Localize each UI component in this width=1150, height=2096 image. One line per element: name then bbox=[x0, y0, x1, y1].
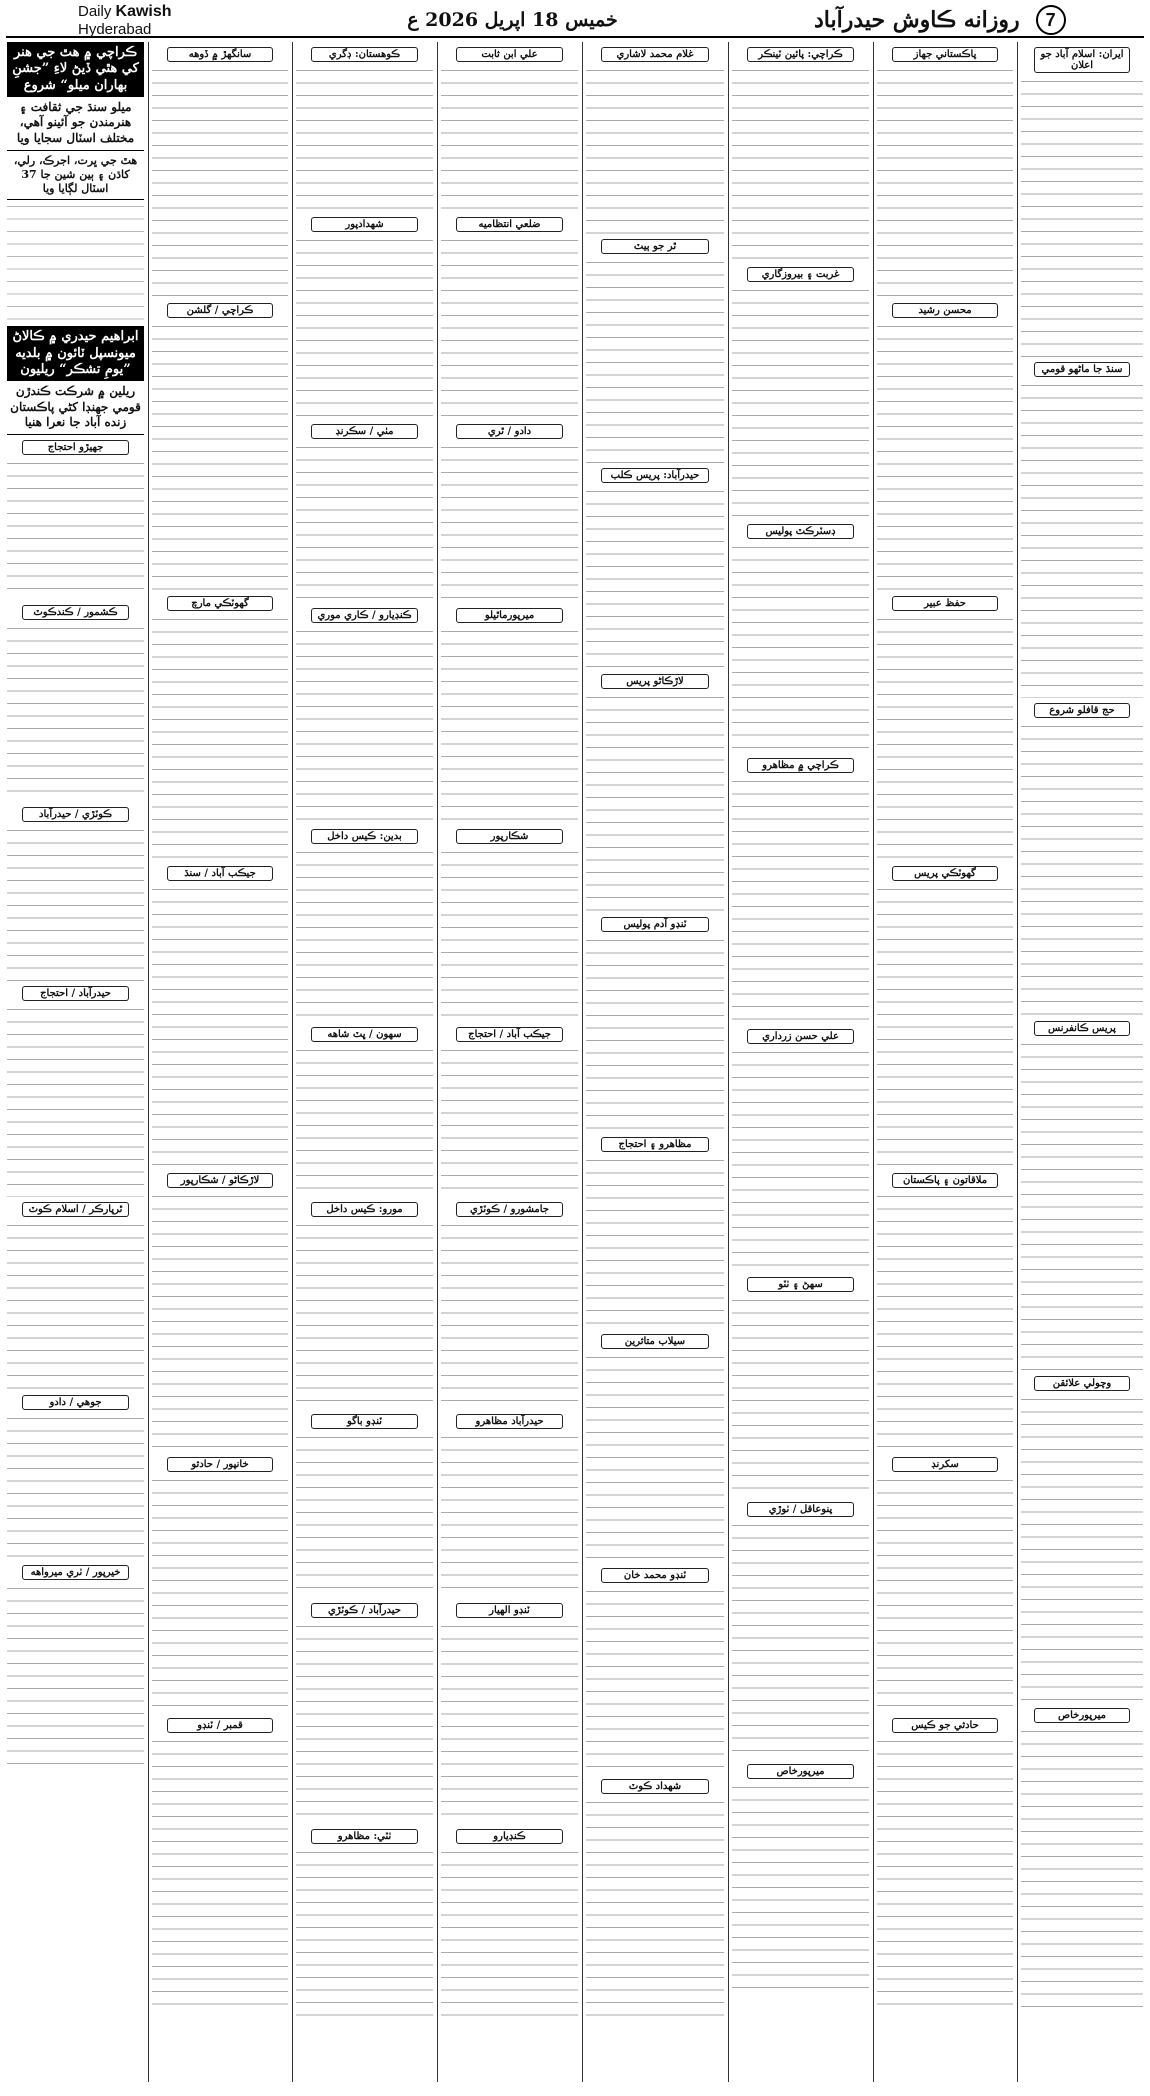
news-column-1 bbox=[1017, 42, 1146, 2082]
article-body bbox=[877, 613, 1013, 861]
masthead-sindhi bbox=[814, 5, 1144, 35]
news-article bbox=[877, 596, 1013, 861]
article-headline: ٺٽي: مظاهرو bbox=[311, 1829, 418, 1844]
news-article bbox=[7, 440, 144, 600]
article-headline: حيدرآباد / احتجاج bbox=[22, 986, 129, 1001]
city-label: Hyderabad bbox=[78, 20, 152, 38]
article-body bbox=[586, 1351, 724, 1563]
article-body bbox=[732, 1781, 869, 1998]
news-article bbox=[586, 674, 724, 912]
news-article bbox=[586, 917, 724, 1132]
article-headline: جوهي / دادو bbox=[22, 1395, 129, 1410]
article-body bbox=[586, 934, 724, 1132]
article-headline: جهيڙو احتجاج bbox=[22, 440, 129, 455]
news-article bbox=[441, 1414, 578, 1598]
article-headline: غلام محمد لاشاري bbox=[601, 47, 709, 62]
news-article bbox=[7, 605, 144, 802]
article-headline: سانگهڙ ۾ ڏوهه bbox=[167, 47, 273, 62]
article-body bbox=[296, 1846, 433, 2027]
article-body bbox=[1021, 1038, 1143, 1371]
news-article bbox=[152, 303, 288, 591]
news-article bbox=[877, 1718, 1013, 2011]
news-article bbox=[586, 239, 724, 463]
article-headline: سنڌ جا ماڻهو قومي bbox=[1034, 362, 1129, 377]
article-body bbox=[586, 256, 724, 463]
article-body bbox=[441, 1219, 578, 1409]
news-article bbox=[152, 866, 288, 1168]
news-article bbox=[732, 1502, 869, 1759]
news-article bbox=[877, 47, 1013, 298]
article-headline: پنوعاقل / ٺوڙي bbox=[747, 1502, 854, 1517]
article-headline: پاڪستاني جهاز bbox=[892, 47, 998, 62]
news-article bbox=[586, 1779, 724, 2022]
news-article bbox=[7, 986, 144, 1197]
article-headline: حيدرآباد / ڪوٽڙي bbox=[311, 1603, 418, 1618]
article-body bbox=[296, 441, 433, 603]
article-headline: ڪنڊيارو / ڪاري موري bbox=[311, 608, 418, 623]
article-headline: شهداد ڪوٽ bbox=[601, 1779, 709, 1794]
article-body bbox=[441, 1620, 578, 1824]
article-headline: ضلعي انتظاميه bbox=[456, 217, 563, 232]
news-article bbox=[1021, 362, 1143, 698]
article-body bbox=[586, 691, 724, 912]
article-body bbox=[732, 1519, 869, 1759]
news-article bbox=[441, 1603, 578, 1824]
news-article bbox=[152, 1718, 288, 2011]
article-body bbox=[7, 622, 144, 802]
article-headline: ميرپورخاص bbox=[747, 1764, 854, 1779]
article-body bbox=[441, 1846, 578, 2027]
article-body bbox=[732, 64, 869, 262]
article-body bbox=[877, 64, 1013, 298]
news-article bbox=[732, 758, 869, 1024]
issue-date: خميس 18 اپريل 2026 ع bbox=[407, 9, 618, 31]
lead-headline-1: ڪراچي ۾ هٿ جي هنر کي هٿي ڏيڻ لاءِ ”جشنِ بهاران ميلو“ شروع bbox=[7, 42, 144, 97]
article-body bbox=[1021, 75, 1143, 357]
article-headline: محسن رشيد bbox=[892, 303, 998, 318]
lead-strap-1: هٿ جي ڀرت، اجرڪ، رلي، کاڌن ۽ ٻين شين جا 37 اسٽال لڳايا ويا bbox=[7, 151, 144, 201]
article-headline: حج قافلو شروع bbox=[1034, 703, 1129, 718]
article-body bbox=[152, 64, 288, 298]
article-body bbox=[441, 1044, 578, 1197]
news-article bbox=[7, 1395, 144, 1560]
article-headline: گهوٽڪي پريس bbox=[892, 866, 998, 881]
article-body bbox=[732, 284, 869, 519]
news-column-5 bbox=[437, 42, 581, 2082]
article-body bbox=[586, 1796, 724, 2022]
article-headline: گهوٽڪي مارچ bbox=[167, 596, 273, 611]
news-article bbox=[732, 524, 869, 753]
article-headline: ايران: اسلام آباد جو اعلان bbox=[1034, 47, 1129, 73]
article-headline: مورو: ڪيس داخل bbox=[311, 1202, 418, 1217]
article-body bbox=[877, 1190, 1013, 1452]
news-article bbox=[7, 1202, 144, 1390]
article-body bbox=[441, 234, 578, 419]
article-body bbox=[296, 1219, 433, 1409]
article-headline: ڪراچي ۾ مظاهرو bbox=[747, 758, 854, 773]
article-headline: جيڪب آباد / سنڌ bbox=[167, 866, 273, 881]
article-body bbox=[877, 1735, 1013, 2011]
article-body bbox=[296, 234, 433, 419]
article-headline: ٿر جو ٻيٽ bbox=[601, 239, 709, 254]
article-headline: ٽنڊو باگو bbox=[311, 1414, 418, 1429]
article-body bbox=[732, 541, 869, 753]
article-headline: شڪارپور bbox=[456, 829, 563, 844]
article-headline: خانپور / حادثو bbox=[167, 1457, 273, 1472]
article-body bbox=[586, 1154, 724, 1329]
news-article bbox=[1021, 1708, 1143, 2012]
news-article bbox=[296, 829, 433, 1022]
news-article bbox=[441, 829, 578, 1022]
news-article bbox=[7, 807, 144, 981]
lead-subhead-1: ميلو سنڌ جي ثقافت ۽ هنرمندن جو آئينو آهي، مختلف اسٽال سجايا ويا bbox=[7, 97, 144, 151]
article-headline: غربت ۽ بيروزگاري bbox=[747, 267, 854, 282]
masthead-title: روزانه ڪاوش حيدرآباد bbox=[814, 7, 1020, 33]
news-article bbox=[296, 424, 433, 603]
article-body bbox=[877, 1474, 1013, 1713]
article-body bbox=[296, 846, 433, 1022]
article-headline: شهدادپور bbox=[311, 217, 418, 232]
news-article bbox=[732, 1029, 869, 1272]
news-article bbox=[152, 47, 288, 298]
news-article bbox=[732, 47, 869, 262]
article-headline: سيلاب متاثرين bbox=[601, 1334, 709, 1349]
news-column-7 bbox=[148, 42, 291, 2082]
news-article bbox=[441, 1829, 578, 2027]
news-article bbox=[296, 1829, 433, 2027]
article-headline: سکرنڊ bbox=[892, 1457, 998, 1472]
article-headline: ٽنڊو محمد خان bbox=[601, 1568, 709, 1583]
news-article bbox=[152, 596, 288, 861]
news-article bbox=[296, 47, 433, 212]
article-body bbox=[152, 883, 288, 1168]
article-headline: ميرپورماٿيلو bbox=[456, 608, 563, 623]
news-article bbox=[877, 1457, 1013, 1713]
news-column-3 bbox=[728, 42, 872, 2082]
news-article bbox=[7, 1565, 144, 1767]
article-headline: علي ابن ثابت bbox=[456, 47, 563, 62]
lead-headline-2: ابراهيم حيدري ۾ ڪالاڻ ميونسپل ٽائون ۾ بلديه ”يومِ تشڪر“ ريليون bbox=[7, 326, 144, 381]
news-article bbox=[1021, 1376, 1143, 1703]
news-article bbox=[586, 468, 724, 669]
article-body bbox=[7, 1582, 144, 1767]
news-article bbox=[441, 424, 578, 603]
lead-column bbox=[4, 42, 147, 2082]
article-headline: ملاقاتون ۽ پاڪستان bbox=[892, 1173, 998, 1188]
news-article bbox=[441, 1027, 578, 1197]
news-article bbox=[152, 1457, 288, 1713]
article-headline: خيرپور / ٺري ميرواهه bbox=[22, 1565, 129, 1580]
article-body bbox=[877, 883, 1013, 1168]
article-headline: حفظ عبير bbox=[892, 596, 998, 611]
news-column-2 bbox=[873, 42, 1016, 2082]
article-body bbox=[296, 1431, 433, 1598]
news-article bbox=[296, 217, 433, 419]
article-body bbox=[1021, 720, 1143, 1016]
news-article bbox=[1021, 1021, 1143, 1371]
article-body bbox=[441, 64, 578, 212]
news-article bbox=[586, 1137, 724, 1329]
article-body bbox=[586, 64, 724, 234]
article-headline: حادثي جو ڪيس bbox=[892, 1718, 998, 1733]
article-headline: علي حسن زرداري bbox=[747, 1029, 854, 1044]
article-body bbox=[296, 1044, 433, 1197]
article-headline: ڊسٽرڪٽ پوليس bbox=[747, 524, 854, 539]
news-article bbox=[441, 217, 578, 419]
article-body bbox=[7, 1219, 144, 1390]
article-headline: ڪراچي / گلشن bbox=[167, 303, 273, 318]
article-headline: مٺي / سڪرنڊ bbox=[311, 424, 418, 439]
article-headline: ڪوهستان: ڊگري bbox=[311, 47, 418, 62]
page-number-badge: 7 bbox=[1036, 5, 1066, 35]
article-headline: پريس ڪانفرنس bbox=[1034, 1021, 1129, 1036]
news-article bbox=[296, 1202, 433, 1409]
news-article bbox=[296, 1603, 433, 1824]
article-body bbox=[732, 1294, 869, 1497]
news-article bbox=[732, 1764, 869, 1998]
article-headline: جيڪب آباد / احتجاج bbox=[456, 1027, 563, 1042]
article-body bbox=[7, 824, 144, 981]
news-article bbox=[1021, 47, 1143, 357]
news-article bbox=[296, 1027, 433, 1197]
article-headline: ڪوٽڙي / حيدرآباد bbox=[22, 807, 129, 822]
article-headline: مظاهرو ۽ احتجاج bbox=[601, 1137, 709, 1152]
news-article bbox=[877, 866, 1013, 1168]
article-headline: ٽنڊو الهيار bbox=[456, 1603, 563, 1618]
news-article bbox=[152, 1173, 288, 1452]
news-article bbox=[296, 608, 433, 824]
news-article bbox=[586, 1568, 724, 1774]
article-headline: حيدرآباد: پريس ڪلب bbox=[601, 468, 709, 483]
article-body bbox=[1021, 379, 1143, 698]
article-body bbox=[441, 441, 578, 603]
article-body bbox=[152, 1735, 288, 2011]
masthead-english bbox=[6, 3, 211, 38]
news-article bbox=[877, 1173, 1013, 1452]
article-body bbox=[732, 775, 869, 1024]
article-body bbox=[296, 64, 433, 212]
article-body bbox=[152, 1190, 288, 1452]
article-body bbox=[732, 1046, 869, 1272]
article-headline: سهون / ڀٽ شاهه bbox=[311, 1027, 418, 1042]
lead-column-rest bbox=[7, 440, 144, 1767]
article-body bbox=[586, 1585, 724, 1774]
daily-label: Daily bbox=[78, 2, 112, 20]
news-article bbox=[732, 267, 869, 519]
article-headline: لاڙڪاڻو / شڪارپور bbox=[167, 1173, 273, 1188]
article-body bbox=[441, 1431, 578, 1598]
article-headline: وچولي علائقن bbox=[1034, 1376, 1129, 1391]
news-article bbox=[1021, 703, 1143, 1016]
article-body bbox=[152, 1474, 288, 1713]
article-body bbox=[877, 320, 1013, 591]
news-column-6 bbox=[292, 42, 436, 2082]
article-headline: دادو / ٿري bbox=[456, 424, 563, 439]
article-body bbox=[586, 485, 724, 669]
article-body bbox=[296, 1620, 433, 1824]
article-headline: ڪراچي: پائين ٽينڪر bbox=[747, 47, 854, 62]
news-column-4 bbox=[582, 42, 727, 2082]
news-article bbox=[441, 47, 578, 212]
lead-body-1 bbox=[7, 200, 144, 320]
news-columns bbox=[4, 42, 1146, 2082]
article-body bbox=[296, 625, 433, 824]
article-body bbox=[7, 1412, 144, 1560]
brand-name: Kawish bbox=[115, 2, 172, 20]
masthead bbox=[6, 4, 1144, 38]
news-article bbox=[732, 1277, 869, 1497]
article-body bbox=[1021, 1725, 1143, 2012]
article-headline: ڪشمور / ڪندڪوٽ bbox=[22, 605, 129, 620]
article-headline: لاڙڪاڻو پريس bbox=[601, 674, 709, 689]
news-article bbox=[586, 1334, 724, 1563]
article-headline: جامشورو / ڪوٽڙي bbox=[456, 1202, 563, 1217]
article-headline: سهڻ ۽ ٺٽو bbox=[747, 1277, 854, 1292]
article-body bbox=[152, 320, 288, 591]
news-article bbox=[441, 1202, 578, 1409]
article-headline: ٽنڊو آدم پوليس bbox=[601, 917, 709, 932]
article-headline: حيدرآباد مظاهرو bbox=[456, 1414, 563, 1429]
article-body bbox=[441, 846, 578, 1022]
news-article bbox=[877, 303, 1013, 591]
article-body bbox=[441, 625, 578, 824]
article-headline: بدين: ڪيس داخل bbox=[311, 829, 418, 844]
article-body bbox=[7, 1003, 144, 1197]
article-headline: ميرپورخاص bbox=[1034, 1708, 1129, 1723]
article-headline: قمبر / ٽنڊو bbox=[167, 1718, 273, 1733]
news-article bbox=[441, 608, 578, 824]
article-headline: ٿرپارڪر / اسلام ڪوٽ bbox=[22, 1202, 129, 1217]
news-article bbox=[296, 1414, 433, 1598]
article-body bbox=[152, 613, 288, 861]
article-body bbox=[7, 457, 144, 600]
news-article bbox=[586, 47, 724, 234]
article-headline: ڪنڊيارو bbox=[456, 1829, 563, 1844]
article-body bbox=[1021, 1393, 1143, 1703]
lead-subhead-2: ريلين ۾ شرڪت ڪندڙن قومي جهنڊا کڻي پاڪستان زنده آباد جا نعرا هنيا bbox=[7, 381, 144, 435]
